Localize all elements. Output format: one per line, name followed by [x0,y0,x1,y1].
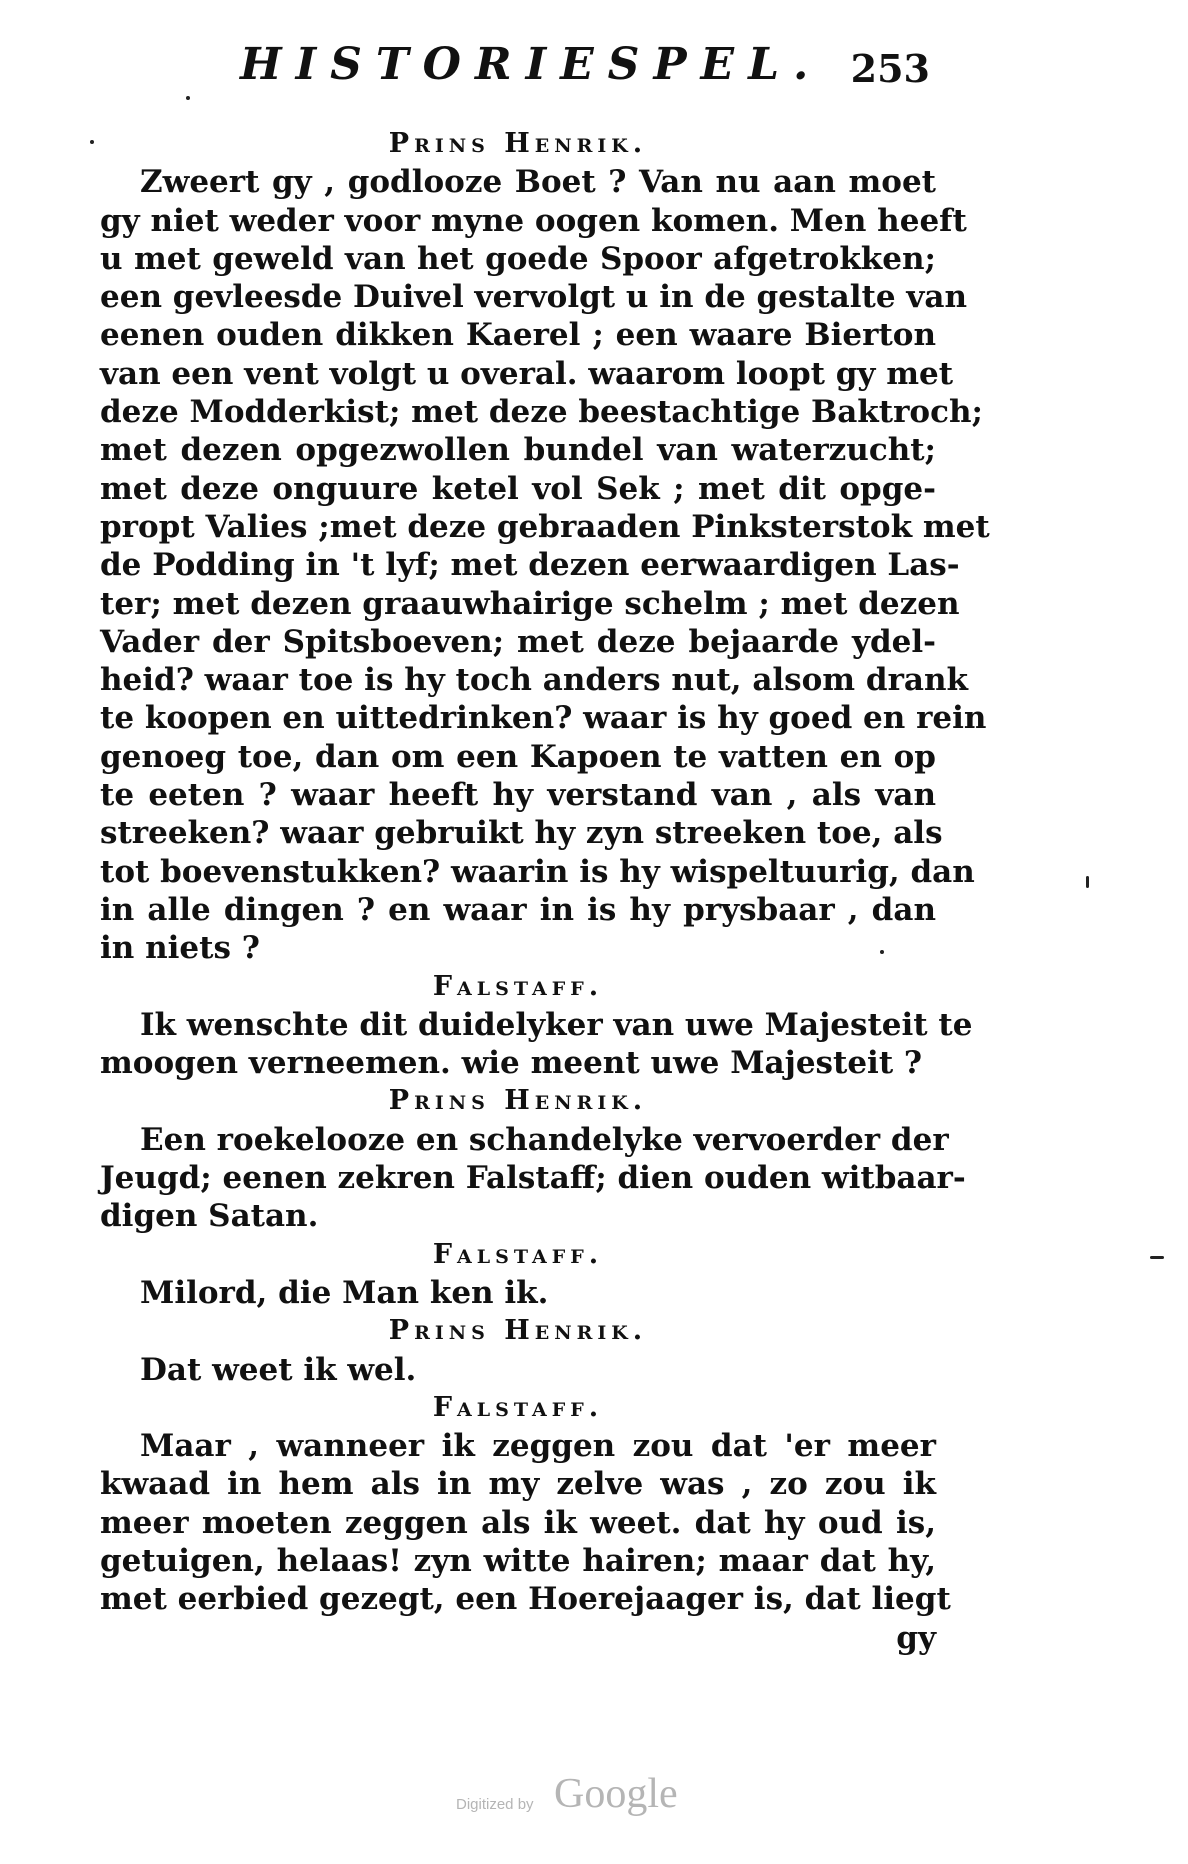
speaker-name: Falstaff. [432,1238,604,1270]
catchword: gy [896,1619,936,1656]
text-line: Jeugd; eenen zekren Falstaff; dien ouden witbaar- [100,1160,966,1197]
digitized-watermark [456,1770,736,1820]
ink-speck [1086,876,1089,888]
running-head [240,40,930,90]
text-line: Zweert gy , godlooze Boet ? Van nu aan moet [140,164,936,201]
text-line: Vader der Spitsboeven; met deze bejaarde ydel- [100,623,936,660]
text-line: in alle dingen ? en waar in is hy prysbaar , dan [100,891,936,928]
text-line: propt Valies ;met deze gebraaden Pinksterstok met [100,508,990,545]
google-logo: Google [554,1771,678,1817]
text-line: Ik wenschte dit duidelyker van uwe Majesteit te [140,1006,973,1043]
text-line: in niets ? [100,930,260,967]
text-line: moogen verneemen. wie meent uwe Majesteit ? [100,1045,923,1082]
text-line: van een vent volgt u overal. waarom loopt gy met [100,355,954,392]
watermark-small-text: Digitized by [456,1796,534,1813]
text-line: te eeten ? waar heeft hy verstand van , als van [100,777,936,814]
text-line: u met geweld van het goede Spoor afgetrokken; [100,240,936,277]
text-line: kwaad in hem als in my zelve was , zo zou ik [100,1466,936,1503]
text-line: meer moeten zeggen als ik weet. dat hy oud is, [100,1504,936,1541]
ink-speck [186,96,190,100]
text-line: eenen ouden dikken Kaerel ; een waare Bierton [100,317,936,354]
text-line: een gevleesde Duivel vervolgt u in de gestalte van [100,279,968,316]
page-number: 253 [850,46,930,91]
text-line: ter; met dezen graauwhairige schelm ; met dezen [100,585,960,622]
text-line: getuigen, helaas! zyn witte hairen; maar dat hy, [100,1542,936,1579]
ink-speck [90,140,94,144]
running-title: HISTORIESPEL. [240,39,823,90]
speaker-name: Prins Henrik. [388,1315,648,1347]
text-line: deze Modderkist; met deze beestachtige Baktroch; [100,394,983,431]
speaker-name: Prins Henrik. [388,1085,648,1117]
speaker-name: Falstaff. [432,1391,604,1423]
text-line: Een roekelooze en schandelyke vervoerder der [140,1121,949,1158]
text-line: genoeg toe, dan om een Kapoen te vatten en op [100,738,936,775]
text-line: heid? waar toe is hy toch anders nut, alsom drank [100,662,969,699]
play-text [100,125,990,1657]
text-line: de Podding in 't lyf; met dezen eerwaardigen Las- [100,547,960,584]
text-line: met deze onguure ketel vol Sek ; met dit opge- [100,470,936,507]
text-line: tot boevenstukken? waarin is hy wispeltuurig, dan [100,853,975,890]
text-line: met eerbied gezegt, een Hoerejaager is, dat liegt [100,1581,951,1618]
text-line: Milord, die Man ken ik. [140,1274,549,1311]
text-line: digen Satan. [100,1198,319,1235]
text-line: Maar , wanneer ik zeggen zou dat 'er meer [140,1428,936,1465]
text-line: gy niet weder voor myne oogen komen. Men heeft [100,202,967,239]
ink-speck [1150,1256,1164,1259]
speaker-name: Falstaff. [432,970,604,1002]
text-line: Dat weet ik wel. [140,1351,417,1388]
speaker-name: Prins Henrik. [388,128,648,159]
text-line: streeken? waar gebruikt hy zyn streeken toe, als [100,815,943,852]
text-line: met dezen opgezwollen bundel van waterzucht; [100,432,936,469]
text-line: te koopen en uittedrinken? waar is hy goed en rein [100,700,987,737]
ink-speck [880,950,884,954]
